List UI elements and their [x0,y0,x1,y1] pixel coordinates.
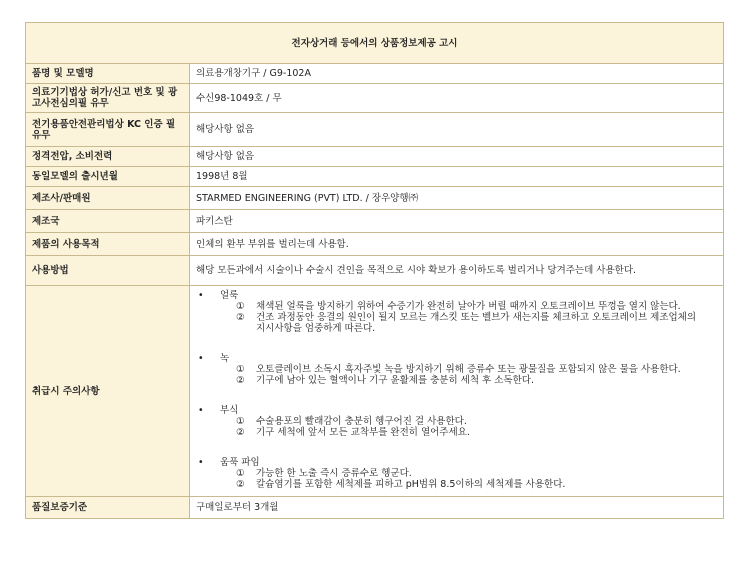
caution-item [196,364,717,375]
item-text: 채색된 얼룩을 방지하기 위하여 수증기가 완전히 날아가 버릴 때까지 오토크레이브 뚜껑을 열지 않는다. [256,301,681,312]
item-text: 오토클레이브 소독시 흑자주빛 녹을 방지하기 위해 증류수 또는 광물질을 포함되지 않은 물을 사용한다. [256,364,681,375]
caution-heading: 부식 [220,405,239,416]
item-text: 칼슘염기를 포함한 세척제를 피하고 pH범위 8.5이하의 세척제를 사용한다. [256,479,566,490]
row-label: 취급시 주의사항 [26,286,190,497]
table-row-model [26,64,724,84]
caution-group-corrosion [196,405,717,438]
item-number: ② [236,375,245,386]
table-row-country [26,210,724,233]
bullet-glyph: • [198,405,204,416]
caution-list [196,286,717,496]
row-label: 의료기기법상 허가/신고 번호 및 광고사전심의필 유무 [26,84,190,113]
row-value: STARMED ENGINEERING (PVT) LTD. / 장우양행㈜ [190,187,724,210]
bullet-glyph: • [198,457,204,468]
caution-heading: 얼룩 [220,290,239,301]
table-row-warranty [26,497,724,519]
row-label: 동일모델의 출시년월 [26,167,190,187]
row-value: 의료용개창기구 / G9-102A [190,64,724,84]
caution-item [196,301,717,312]
item-number: ② [236,427,245,438]
product-info-notice [25,22,723,519]
title-row [26,23,724,64]
row-label: 제품의 사용목적 [26,233,190,256]
row-value: 파키스탄 [190,210,724,233]
item-number: ① [236,364,245,375]
row-value: 해당사항 없음 [190,113,724,147]
item-text: 기구에 남아 있는 혈액이나 기구 윤활제를 충분히 세척 후 소독한다. [256,375,534,386]
caution-group-pitting [196,457,717,490]
item-number: ② [236,479,245,490]
item-text: 기구 세척에 앞서 모든 교착부를 완전히 열어주세요. [256,427,470,438]
item-number: ② [236,312,245,323]
row-label: 품명 및 모델명 [26,64,190,84]
row-label: 정격전압, 소비전력 [26,147,190,167]
caution-item [196,479,717,490]
row-label: 제조국 [26,210,190,233]
item-number: ① [236,468,245,479]
row-value: 구매일로부터 3개월 [190,497,724,519]
row-label: 전기용품안전관리법상 KC 인증 필 유무 [26,113,190,147]
row-value: 수신98-1049호 / 무 [190,84,724,113]
caution-heading-row [196,457,717,468]
table-row-manufacturer [26,187,724,210]
caution-heading-row [196,290,717,301]
caution-heading: 움푹 파임 [220,457,260,468]
item-text: 가능한 한 노출 즉시 증류수로 헹군다. [256,468,412,479]
row-value: 인체의 환부 부위를 벌리는데 사용함. [190,233,724,256]
row-value: 해당 모든과에서 시술이나 수술시 견인을 목적으로 시야 확보가 용이하도록 벌리거나 당겨주는데 사용한다. [190,256,724,286]
cautions-content [190,286,724,497]
caution-item [196,468,717,479]
table-row-cautions [26,286,724,497]
row-label: 제조사/판매원 [26,187,190,210]
caution-heading: 녹 [220,353,230,364]
caution-item [196,416,717,427]
item-number: ① [236,301,245,312]
caution-heading-row [196,353,717,364]
caution-item [196,312,717,334]
caution-group-stain [196,290,717,334]
caution-heading-row [196,405,717,416]
caution-group-rust [196,353,717,386]
item-text: 수술용포의 빨래감이 충분히 헹구어진 걸 사용한다. [256,416,467,427]
table-row-usage [26,256,724,286]
row-label: 품질보증기준 [26,497,190,519]
row-value: 해당사항 없음 [190,147,724,167]
table-row-voltage [26,147,724,167]
row-value: 1998년 8월 [190,167,724,187]
product-info-table [25,22,724,519]
table-title: 전자상거래 등에서의 상품정보제공 고시 [26,23,724,64]
caution-item [196,375,717,386]
table-row-kc-cert [26,113,724,147]
table-row-permit [26,84,724,113]
row-label: 사용방법 [26,256,190,286]
bullet-glyph: • [198,290,204,301]
bullet-glyph: • [198,353,204,364]
caution-item [196,427,717,438]
item-number: ① [236,416,245,427]
table-row-purpose [26,233,724,256]
item-text: 건조 과정동안 응결의 원인이 될지 모르는 개스킷 또는 벨브가 새는지를 체크하고 오토크레이브 제조업체의 지시사항을 엄중하게 따른다. [256,312,697,334]
table-row-release-date [26,167,724,187]
